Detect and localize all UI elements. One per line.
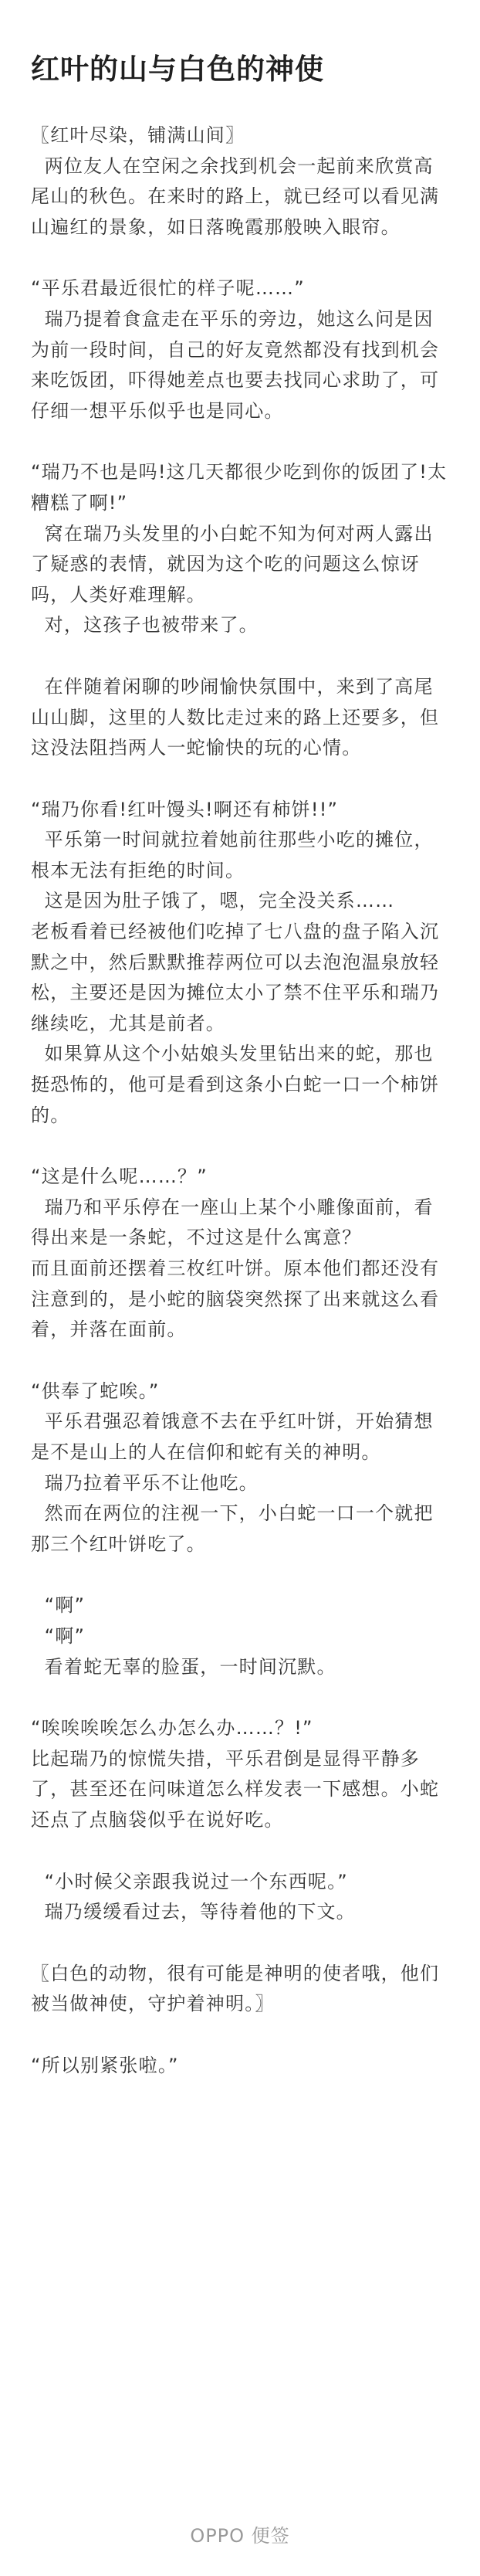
paragraph: “这是什么呢……？” <box>31 1166 208 1188</box>
paragraph: 瑞乃提着食盒走在平乐的旁边，她这么问是因为前一段时间，自己的好友竟然都没有找到机会来吃饭团，吓得她差点也要去找同心求助了，可仔细一想平乐似乎也是同心。 <box>31 307 440 422</box>
paragraph: 〖白色的动物，很有可能是神明的使者哦，他们被当做神使，守护着神明。〗 <box>31 1962 440 2015</box>
paragraph-gap <box>31 1928 451 1959</box>
paragraph: 比起瑞乃的惊慌失措，平乐君倒是显得平静多了，甚至还在问味道怎么样发表一下感想。小蛇还点了点脑袋似乎在说好吃。 <box>31 1747 440 1831</box>
paragraph: 窝在瑞乃头发里的小白蛇不知为何对两人露出了疑惑的表情，就因为这个吃的问题这么惊讶吗，人类好难理解。 <box>31 522 434 606</box>
paragraph: “瑞乃你看!红叶馒头!啊还有柿饼!!” <box>31 798 339 820</box>
paragraph: 而且面前还摆着三枚红叶饼。原本他们都还没有注意到的，是小蛇的脑袋突然探了出来就这么看着，并落在面前。 <box>31 1257 440 1341</box>
paragraph: “小时候父亲跟我说过一个东西呢。” <box>31 1870 348 1892</box>
note-body <box>31 120 451 2081</box>
note-title: 红叶的山与白色的神使 <box>31 53 324 86</box>
paragraph: 对，这孩子也被带来了。 <box>31 614 259 636</box>
paragraph: “供奉了蛇唉。” <box>31 1380 160 1402</box>
paragraph: 两位友人在空闲之余找到机会一起前来欣赏高尾山的秋色。在来时的路上，就已经可以看见满山遍红的景象，如日落晚霞那般映入眼帘。 <box>31 154 440 238</box>
paragraph: “平乐君最近很忙的样子呢……” <box>31 277 305 300</box>
paragraph: 平乐君强忍着饿意不去在乎红叶饼，开始猜想是不是山上的人在信仰和蛇有关的神明。 <box>31 1410 434 1463</box>
paragraph-gap <box>31 2020 451 2051</box>
paragraph: 瑞乃拉着平乐不让他吃。 <box>31 1471 259 1494</box>
paragraph: “啊” <box>31 1624 86 1647</box>
paragraph: 瑞乃缓缓看过去，等待着他的下文。 <box>31 1901 356 1923</box>
paragraph: 在伴随着闲聊的吵闹愉快氛围中，来到了高尾山山脚，这里的人数比走过来的路上还要多，但这没法阻挡两人一蛇愉快的玩的心情。 <box>31 675 440 759</box>
paragraph-gap <box>31 1131 451 1162</box>
paragraph-gap <box>31 1682 451 1713</box>
app-footer-label: OPPO 便签 <box>190 2525 290 2547</box>
paragraph-gap <box>31 426 451 457</box>
paragraph: 如果算从这个小姑娘头发里钻出来的蛇，那也挺恐怖的，他可是看到这条小白蛇一口一个柿饼的。 <box>31 1043 440 1126</box>
paragraph-gap <box>31 1836 451 1867</box>
paragraph: 〖红叶尽染，铺满山间〗 <box>31 124 245 146</box>
paragraph: “瑞乃不也是吗!这几天都很少吃到你的饭团了!太糟糕了啊!” <box>31 461 448 514</box>
paragraph: 然而在两位的注视一下，小白蛇一口一个就把那三个红叶饼吃了。 <box>31 1502 434 1555</box>
paragraph: “唉唉唉唉怎么办怎么办……？!” <box>31 1717 313 1739</box>
paragraph-gap <box>31 1346 451 1376</box>
paragraph: 看着蛇无辜的脸蛋，一时间沉默。 <box>31 1655 336 1678</box>
paragraph-gap <box>31 243 451 273</box>
paragraph: 平乐第一时间就拉着她前往那些小吃的摊位，根本无法有拒绝的时间。 <box>31 829 434 881</box>
paragraph: 这是因为肚子饿了，嗯，完全没关系…… <box>31 890 395 912</box>
paragraph: 瑞乃和平乐停在一座山上某个小雕像面前，看得出来是一条蛇，不过这是什么寓意？ <box>31 1196 434 1249</box>
paragraph: “所以别紧张啦。” <box>31 2054 179 2076</box>
paragraph: “啊” <box>31 1594 86 1617</box>
paragraph-gap <box>31 1560 451 1590</box>
paragraph-gap <box>31 764 451 795</box>
paragraph: 老板看着已经被他们吃掉了七八盘的盘子陷入沉默之中，然后默默推荐两位可以去泡泡温泉放轻松，主要还是因为摊位太小了禁不住平乐和瑞乃继续吃，尤其是前者。 <box>31 921 440 1034</box>
paragraph-gap <box>31 641 451 672</box>
